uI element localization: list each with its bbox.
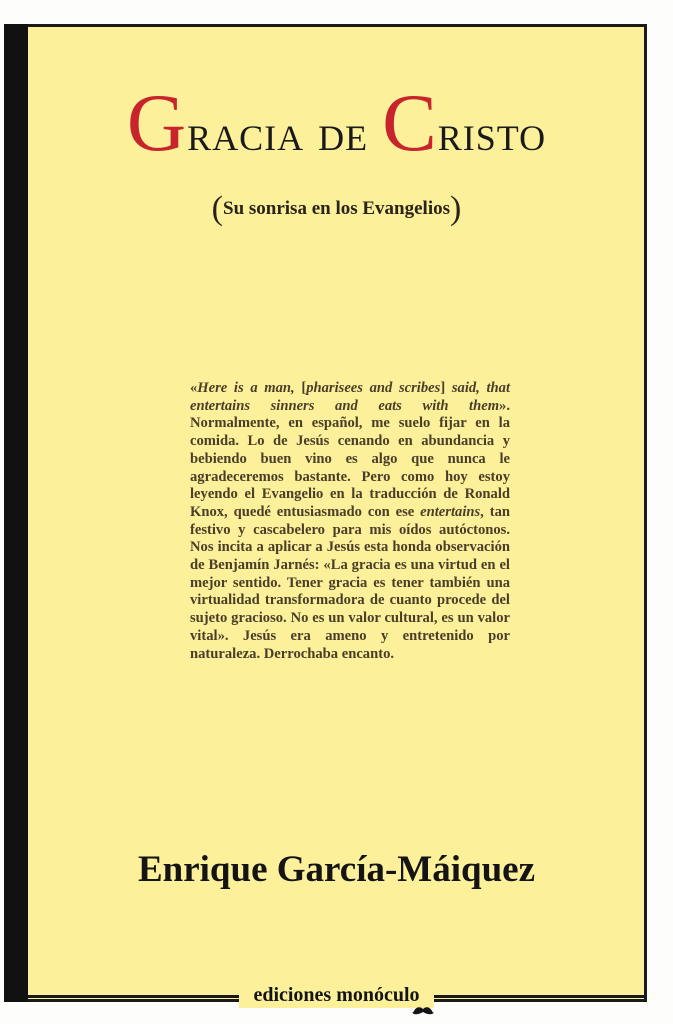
blurb-quote-open: « [190,380,198,396]
publisher-block [0,982,673,1008]
mustache-icon [412,1006,434,1016]
title-word-gracia-de: racia de [187,105,383,162]
publisher-name: ediciones monóculo [239,982,433,1008]
blurb-quote-part-3: said, that entertains sinners and eats with them [190,380,510,414]
subtitle-open-paren: ( [211,190,223,227]
title-initial-c: C [382,77,438,168]
title-word-cristo: risto [437,105,547,162]
blurb-bracket-close: ] [440,380,452,396]
blurb-body-1: ». Normalmente, en español, me suelo fijar en la comida. Lo de Jesús cenando en abundancia y bebiendo buen vino es algo que nunca le agradeceremos bastante. Pero como hoy estoy leyendo el Evangelio en la traducción de Ronald Knox, quedé entusiasmado con ese [190,397,510,520]
title-initial-g: G [126,77,188,168]
author-name: Enrique García-Máiquez [137,849,536,890]
blurb-entertains: entertains [420,503,481,520]
blurb-body-2: , tan festivo y cascabelero para mis oídos autóctonos. Nos incita a aplicar a Jesús esta honda observación de Benjamín Jarnés: «La gracia es una virtud en el mejor sentido. Tener gracia es tener también una virtualidad transformadora de cuanto procede del sujeto gracioso. No es un valor cultural, es un valor vital». Jesús era ameno y entretenido por naturaleza. Derrochaba encanto. [190,503,510,662]
blurb-text [190,380,510,663]
subtitle-text: Su sonrisa en los Evangelios [223,198,450,219]
blurb-quote-part-2: pharisees and scribes [306,380,441,396]
book-title [0,77,673,169]
subtitle-close-paren: ) [450,190,462,227]
blurb-bracket-open: [ [301,380,307,396]
book-subtitle [0,190,673,228]
blurb-quote-part-1: Here is a man, [197,380,302,396]
